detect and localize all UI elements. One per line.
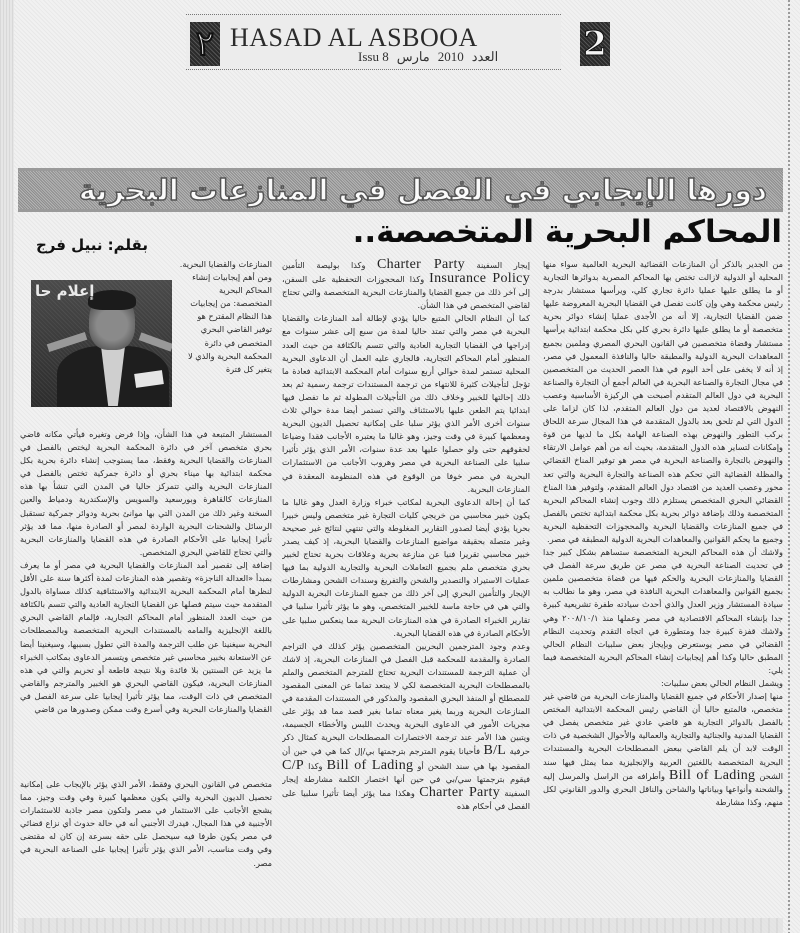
text-run: وعدم وجود المترجمين البحريين المتخصصين يؤثر كذلك في التراجم الصادرة والمقدمة للمحكمة قبل الفصل في المنازعات البحرية، إذ لاشك أن عملية الترجمة للمستندات البحرية تحتاج للمترجم المتخصص والملم بالمصطلحات البحرية المتخصصة لكي لا يبتعد تماما عن المعنى المقصود للمصطلح أو المنفذ البحري المقصود والمذكور في المستندات المقدمة في المنازعات البحرية وربما يغير معناه تماما بغير قصد مما قد يؤثر على مجريات الأمور في الدعاوى البحرية ويحدث اللبس والأخطاء الجسيمة، ويتبين هذا الأمر عند ترجمة الاختصارات المصطلحات البحرية كمثال ذكر حرفية — [282, 640, 530, 757]
article-column-left-bottom — [20, 778, 272, 918]
article-column-left-narrow — [178, 258, 272, 428]
masthead — [186, 14, 607, 70]
photo-hair — [88, 290, 136, 310]
paragraph: كما أن إحالة الدعاوى البحرية لمكاتب خبراء وزارة العدل وهو غالبا ما يكون خبير محاسبي من خريجي كليات التجارة غير متخصص وليس خبيرا بحريا يؤدي أيضا لصدور التقارير المغلوطة والتي تنتهي لنتائج غير صحيحة وغير متصلة بحقيقة مواضيع المنازعات والقضايا البحرية، إذ كيف يصدر خبير محاسبي تقريرا فنيا عن منازعة بحرية وعلاقات بحرية تحتاج لخبير بحري متخصص ملم بجميع التعاملات البحرية والتجارية الدولية بما فيها عمليات الاستيراد والتصدير والشحن والتفريغ وسندات الشحن ومشارطات الإيجار والتأمين البحري إلى آخر ذلك من جميع المنازعات البحرية الدولية والتي هي في حاجة ماسة للخبير المتخصص، وهو ما يؤثر تأثيرا سلبيا في تقارير الخبراء الصادرة في هذه المنازعات البحرية مما ينعكس سلبيا على الأحكام الصادرة في هذه القضايا البحرية. — [282, 496, 530, 638]
text-run: وكذا بوليصة التأمين — [282, 260, 378, 270]
term-bill-of-lading: Bill of Lading — [326, 757, 414, 773]
paragraph: كما أن النظام الحالي المتبع حاليا يؤدي لإطالة أمد المنازعات والقضايا البحرية في مصر والتي تمتد حاليا لمدة من سبع إلى عشر سنوات مع إدراجها في القضايا التجارية العادية والتي تتسم بالكثافة من حيث العدد المنظور أمام المحاكم التجارية، فالجاري عليه العمل أن الدعاوى البحرية المحلية تستمر لمدة حوالي أربع سنوات أمام المحكمة الابتدائية فعادة ما تؤجل لتأجيلات كثيرة للانتهاء من ترجمة المستندات ترجمة رسمية ثم بعد ذلك إحالتها للخبير وخلاف ذلك من التأجيلات المطولة ثم ما تفصل فيها ابتدائيا يتم الطعن عليها بالاستئناف والتي تستمر أيضا مدة حوالي ثلاث سنوات أخرى الأمر الذي يؤثر سلبا على إمكانية تحصيل الديون البحرية ومعظمها كبيرة في وقت وجيز، وهو غالبا ما يعتبره الأجانب فقدا وضياعا لحقوقهم حتى ولو حصلوا عليها بعد عدة سنوات، الأمر الذي يؤثر تأثيرا سلبيا على الصناعة البحرية في مصر وهروب الأجانب من الاستثمارات البحرية في مصر خوفا من الوقوع في هذه المنظومة المعقدة في المنازعات البحرية. — [282, 313, 530, 494]
paragraph — [282, 640, 530, 813]
paragraph: من الجدير بالذكر أن المنازعات القضائية البحرية العالمية سواء منها المحلية أو الدولية لازالت تختص بها المحاكم المصرية بدوائرها التجارية أو ما يطلق عليها عمليا دائرة تجاري كلي، ويرأسها مستشار بدرجة رئيس محكمة وهي وإن كانت تفصل في القضايا البحرية المعروضة عليها ضمن القضايا التجارية، إلا أنه من الأجدى عمليا إنشاء دوائر بحرية متخصصة أو ما يطلق عليها دائرة بحري كلي بكل محكمة ابتدائية يرأسها مستشار وقضاة متخصصين في القانون البحري المصري وملمين بجميع المعاهدات البحرية الدولية والمطبقة حاليا والنافذة المعمول في مصر، إذ أنه لا يخفى على أحد اليوم في هذا العصر الحديث من المتخصصين في مجال التجارة والصناعة البحرية في العالم أجمع أن التجارة والصناعة البحرية في دول العالم المتقدم أصبحت هي الركيزة الأساسية وعصب النهوض بالاقتصاد لعديد من دول العالم المتقدم، لذا كان لزاما على الدول التي لم تلحق بعد بالدول المتقدمة في هذا المجال سرعة اللحاق بركب التطور والنهوض بهذه الصناعة الهامة بكل ما لديها من قوة وإمكانات لتساير هذه الدول المتقدمة، بحيث أنه من أهم عوامل الارتقاء والنهوض بالتجارة والصناعة البحرية في مصر هو توفير المناخ القضائي والمظلة القضائية التي تحكم هذه الصناعة والتجارة البحرية والتي تعد محور وعصب العديد من اقتصاد دول العالم المتقدم، ولتوفير هذا المناخ القضائي البحري المتخصص يستلزم ذلك وجوب إنشاء المحاكم البحرية المتخصصة وذلك بإضافة دوائر بحرية بكل محكمة ابتدائية تختص بالفصل في جميع المنازعات والقضايا البحرية والمحجوزات التحفظية البحرية وجميع ما يحكم القوانين والمعاهدات البحرية الدولية المطبقة في مصر. — [543, 259, 783, 544]
paragraph — [543, 690, 783, 809]
text-run: فيقوم بترجمتها سي/بي في حين أنها اختصار الكلمة مشارطة إيجار السفينة — [282, 773, 530, 798]
article-column-left — [20, 428, 272, 778]
article-banner — [18, 168, 783, 212]
photo-logo: إعلام حا — [35, 282, 95, 300]
issue-label: Issu 8 — [358, 49, 389, 64]
page-number-badge-arabic: ٢ — [190, 22, 220, 66]
author-photo — [31, 280, 172, 407]
article-byline: بقلم: نبيل فرج — [36, 236, 148, 254]
paragraph: المنازعات والقضايا البحرية. ومن أهم إيجابيات إنشاء المحاكم البحرية المتخصصة: من إيجابيات هذا النظام المقترح هو توفير القاضي البحري المتخصص في دائرة المحكمة البحرية والذي لا يتغير كل فترة — [179, 259, 272, 374]
issue-year: 2010 — [437, 49, 464, 64]
paragraph: ويشمل النظام الحالي بعض سلبيات: — [660, 678, 783, 688]
article-headline: المحاكم البحرية المتخصصة.. — [352, 214, 782, 250]
paragraph: ولاشك أن هذه المحاكم البحرية المتخصصة ستساهم بشكل كبير جدا في تحديث الصناعة البحرية في مصر عن طريق سرعة الفصل في القضايا والمنازعات البحرية والحكم فيها من قضاة متخصصين ملمين بجميع القوانين والمعاهدات البحرية النافذة في مصر، وهو ما نطالب به سيادة المستشار وزير العدل والذي أحدث سيادته طفرة تشريعية كبيرة جدا بإنشاء المحاكم الاقتصادية في مصر وعملها منذ ٢٠٠٨/١٠/١ وهي ولاشك قفزة كبيرة جدا ومتطورة في اتجاه التقدم وتحديث النظام القضائي في مصر يوستعرض وبإيجاز بعض سلبيات النظام الحالي المطبق حاليا وكذا أهم إيجابيات إنشاء المحاكم البحرية المتخصصة فيما يلي: — [543, 547, 783, 675]
text-run: وأطرافه من الراسل والمرسل إليه والشحنة وأنواعها وبياناتها والشاحن والناقل البحري والدور القانوني لكل منهم، وكذا مشارطة — [543, 770, 783, 807]
text-run: وهكذا مما يؤثر أيضا تأثيرا سلبيا على الفصل في أحكام هذه — [282, 787, 530, 811]
text-run: فأحيانا يقوم المترجم بترجمتها بي/إل كما هي في حين أن المقصود بها هي سند الشحن أو — [282, 746, 530, 771]
term-bl: B/L — [483, 743, 507, 759]
issue-month: مارس — [396, 49, 430, 64]
publication-title: HASAD AL ASBOOA — [230, 23, 478, 52]
term-insurance-policy: Insurance Policy — [429, 271, 530, 287]
article-column-middle — [282, 258, 530, 916]
issue-line — [354, 49, 502, 65]
text-run: إيجار السفينة — [464, 260, 530, 270]
paragraph: إضافة إلى تقصير أمد المنازعات والقضايا البحرية في مصر أو ما يعرف بمبدأ «العدالة الناجزة» وتقصير هذه المنازعات لمدة أكثرها سنة على الأقل لنظرها أمام المحكمة البحرية الابتدائية والاستئنافية كذلك مساواة بالدول المتقدمة حيث سيتم فصلها عن القضايا التجارية العادية والتي تتسم بالكثافة من حيث العدد المنظور أمام المحاكم التجارية، فإلمام القاضي البحري باللغة الإنجليزية والمامه بالمستندات البحرية المتخصصة وبالمصطلحات البحرية سيغنينا عن طلب الترجمة والمدة التي تطول بسببها، وسيغنينا أيضا عن الاستعانة بخبير محاسبي غير متخصص ويتسمر الدعاوى بمكاتب الخبراء ما يزيد عن السنتين بلا فائدة وبلا نتيجة قاطعة أو تحريم والتي في هذه المنازعات البحرية، فيكون القاضي البحري هو الخبير والمترجم والقاضي المتخصص في ذات الوقت، مما يؤثر تأثيرا إيجابيا على سرعة الفصل في القضايا والمنازعات البحرية وفي أسرع وقت ممكن وصدورها من قاضي — [20, 559, 272, 714]
article-column-right — [543, 258, 783, 916]
term-cp: C/P — [282, 757, 304, 773]
scan-left-margin — [0, 0, 14, 933]
term-bill-of-lading: Bill of Lading — [668, 767, 756, 783]
scan-bottom-strip — [18, 918, 783, 933]
paragraph — [282, 258, 530, 312]
text-run: وكذا — [303, 760, 327, 771]
text-run: وكذا المحجوزات التحفظية على السفن، إلى آخر ذلك من جميع القضايا والمنازعات البحرية المتخصصة والتي تحتاج لقاضي المتخصص في هذا الشأن. — [282, 274, 530, 311]
paragraph: متخصص في القانون البحري وفقط، الأمر الذي يؤثر بالإيجاب على إمكانية تحصيل الديون البحرية والتي يكون معظمها كبيرة وفي وقت وجيز، مما يشجع الأجانب على الاستثمار في مصر ولتكون مصر جاذبة للاستثمارات الأجنبية في هذا المجال، فيدرك الأجنبي أنه في حالة حدوث أي نزاع قضائي في مصر يكون طرفا فيه سيحصل على حقه بسرعة إن كان له مقتضى وفي وقت مناسب، الأمر الذي يؤثر تأثيرا إيجابيا على الصناعة البحرية في مصر. — [20, 779, 272, 868]
paragraph: المستشار المتبعة في هذا الشأن، وإذا فرض وتغيره فيأتي مكانه قاضي بحري متخصص آخر في دائرة المحكمة البحرية ليختص بالفصل في المنازعات والقضايا البحرية وفقط، مما يستوجب إنشاء دائرة بحرية بكل محكمة ابتدائية بها ميناء بحري أو دائرة جمركية تختص بالفصل في المنازعات البحرية والتي تتمركز حاليا في المدن التي تنشأ بها هذه المنازعات كالقاهرة وبورسعيد والسويس والإسكندرية ودمياط والعين السخنة وغير ذلك من المدن التي بها موانئ بحرية ودوائر جمركية تستقبل الرسائل والشحنات البحرية الواردة لمصر أو الصادرة منها، مما قد يؤثر تأثيرا إيجابيا على الأحكام الصادرة في هذه القضايا والمنازعات البحرية والتي تحتاج للقاضي البحري المتخصص. — [20, 429, 272, 557]
text-run: منها إصدار الأحكام في جميع القضايا والمنازعات البحرية من قاضي غير متخصص، فالمتبع حاليا أن القاضي رئيس المحكمة الابتدائية المختص بالفصل بالدوائر التجارية هو قاضي عادي غير متخصص يفصل في القضايا المدنية والجنائية والتجارية والعمالية والأحوال الشخصية في ذات الوقت لابد أن يلم القاضي ببعض المصطلحات البحرية والمستندات البحرية المتخصصة باللغتين العربية والإنجليزية مما يمثل فيها سند الشحن — [543, 691, 783, 781]
term-charter-party: Charter Party — [377, 258, 465, 272]
page-edge-rule — [788, 0, 790, 933]
page-number-badge: 2 — [580, 22, 610, 66]
banner-title: دورها الإيجابي في الفصل في المنازعات البحرية — [78, 173, 767, 207]
issue-label-arabic: العدد — [471, 49, 499, 64]
term-charter-party: Charter Party — [419, 784, 500, 800]
